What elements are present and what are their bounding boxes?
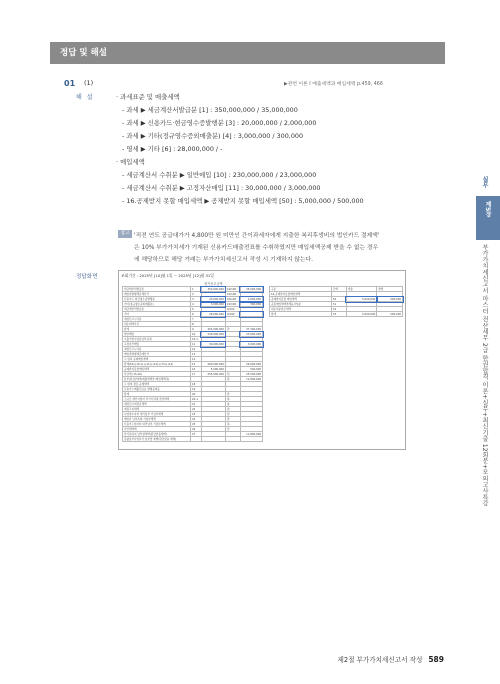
row-label: 차감계 (15-16)	[123, 372, 191, 377]
explanation-line: · 매입세액	[116, 158, 145, 166]
row-code: 27	[190, 432, 201, 437]
row-amount: 230,000,000	[201, 332, 225, 337]
row-tax: 500,000	[377, 297, 403, 302]
row-amount: 255,000,000	[201, 372, 225, 377]
row-code: 18	[190, 382, 201, 387]
row-label: 매입자발행세금계산서	[123, 352, 191, 357]
row-label: 합계	[123, 392, 191, 397]
row-label: 총괄납부사업자가 납부할 세액(환급받을 세액)	[123, 437, 191, 442]
row-code: 4	[190, 302, 201, 307]
section-header-title: 정답 및 해설	[60, 48, 107, 58]
row-rate: ㉵	[225, 412, 240, 417]
row-code: 14	[190, 357, 201, 362]
row-label: 매입자발행세금계산서	[123, 292, 191, 297]
right-header-cell: 금액	[331, 287, 346, 292]
row-tax: 25,500,000	[240, 372, 262, 377]
row-code: 7	[190, 317, 201, 322]
row-label: 공제받지못할매입세액	[123, 367, 191, 372]
footer-section: 제2절 부가가치세신고서 작성	[337, 656, 423, 664]
row-code: 13	[190, 352, 201, 357]
form-period-header: 조회기간 : 2025년 [10]월 1일 ~ 2025년 [12]월 31일	[121, 273, 214, 278]
right-table-row	[270, 312, 403, 317]
row-label: 공통매입세액면세등사업분	[270, 302, 332, 307]
row-label: 세금계산서발급분	[123, 287, 191, 292]
row-tax: 500,000	[240, 367, 262, 372]
row-amount: 5,000,000	[346, 312, 376, 317]
row-rate: ㉷	[225, 422, 240, 427]
answer-screen-label: 정답화면	[76, 274, 98, 280]
row-label: 수출기업수입분납부유예	[123, 337, 191, 342]
row-tax: 35,000,000	[240, 287, 262, 292]
explanation-line: - 과세 ▶ 기타(정규영수증외매출분) [4] : 3,000,000 / 300,000	[122, 132, 304, 140]
row-code: 26	[190, 427, 201, 432]
row-code: 25	[190, 422, 201, 427]
row-label: 고정자산매입	[123, 342, 191, 347]
row-code: 10-1	[190, 337, 201, 342]
tip-line: 은 10% 부가가치세가 기재된 신용카드매출전표를 수취하였지만 매입세액공제 받을 수 없는 경우	[134, 245, 379, 251]
row-label: 16.공제받지못할매입세액	[270, 292, 332, 297]
explanation-label: 해설	[76, 94, 98, 101]
row-code	[190, 437, 201, 442]
tip-line: '직전 연도 공급대가가 4,800만 원 미만인 간이과세자에게 지출한 복리후생비의 법인카드 결제액'	[134, 233, 380, 239]
row-label: 신용카드업자의 대리납부 기납부세액	[123, 422, 191, 427]
row-code: 50	[331, 297, 346, 302]
row-tax: 3,000,000	[240, 342, 262, 347]
row-label: 그 밖의 경감·공제세액	[123, 382, 191, 387]
row-rate: ㉶	[225, 417, 240, 422]
row-rate: ㉮	[225, 327, 240, 332]
row-rate: ㉳	[225, 402, 240, 407]
row-code: 51	[331, 302, 346, 307]
row-label: 일반매입	[123, 332, 191, 337]
row-amount: 30,000,000	[201, 342, 225, 347]
row-code: 19	[190, 387, 201, 392]
row-rate: ㉴	[225, 407, 240, 412]
row-code: 8	[190, 322, 201, 327]
row-label: 대손처분받은세액	[270, 307, 332, 312]
explanation-line: - 영세 ▶ 기타 [6] : 28,000,000 / -	[122, 145, 223, 153]
vat-return-form-screenshot	[118, 270, 406, 450]
row-amount: 3,000,000	[201, 302, 225, 307]
row-code: 17	[190, 372, 201, 377]
row-label: 공제받지못할 매입세액	[270, 297, 332, 302]
side-running-title: 부가가치세신고서 마스터 전산세무 2급 한권합격 이론+실무+최신기출 12회분+모의고사특강	[481, 244, 488, 507]
row-amount	[201, 437, 225, 442]
row-rate: 0/100	[225, 307, 240, 312]
row-label: 기타(정규영수증외매출분)	[123, 302, 191, 307]
page-number: 589	[428, 655, 444, 664]
row-label: 가산세액계	[123, 427, 191, 432]
row-label: 신용카드매출전표등 발행공제등	[123, 387, 191, 392]
row-code: 2	[190, 292, 201, 297]
row-label: 합계	[270, 312, 332, 317]
explanation-line: - 세금계산서 수취분 ▶ 일반매입 [10] : 230,000,000 / 23,000,000	[122, 171, 317, 179]
row-amount: 401,000,000	[201, 327, 225, 332]
row-label: 신용카드·현금영수증발행분	[123, 297, 191, 302]
row-label: 기타	[123, 312, 191, 317]
row-code: 6	[190, 312, 201, 317]
row-rate: ㉰	[225, 377, 240, 382]
row-label: 예정신고누락분	[123, 347, 191, 352]
tip-badge: 참고	[118, 230, 132, 238]
page-footer	[338, 654, 444, 664]
row-code: 15	[190, 362, 201, 367]
row-rate: ㉱	[225, 392, 240, 397]
question-number: 01	[64, 79, 76, 88]
row-tax: 300,000	[240, 302, 262, 307]
right-header-cell: 세율	[346, 287, 376, 292]
explanation-line: - 16.공제받지 못할 매입세액 ▶ 공제받지 못할 매입세액 [50] : 5,000,000 / 500,000	[122, 197, 364, 205]
explanation-line: · 과세표준 및 매출세액	[116, 93, 180, 101]
row-code: 22	[190, 407, 201, 412]
row-label: 그 밖의 공제매입세액	[123, 357, 191, 362]
row-tax: 2,000,000	[240, 297, 262, 302]
right-header-cell: 세액	[377, 287, 403, 292]
row-rate: 10/100	[225, 302, 240, 307]
row-rate: ㉯	[225, 372, 240, 377]
right-header-cell: 구분	[270, 287, 332, 292]
side-tab-chapter	[476, 196, 500, 240]
row-amount: 28,000,000	[201, 312, 225, 317]
row-label: 예정신고미환급세액	[123, 402, 191, 407]
row-rate	[225, 437, 240, 442]
row-code: 20-1	[190, 397, 201, 402]
side-tab-chapter-label: 제5장	[484, 201, 491, 218]
row-label: 합계	[123, 327, 191, 332]
row-label: 세금계산서발급분	[123, 307, 191, 312]
row-code: 1	[190, 287, 201, 292]
row-code: 10	[190, 332, 201, 337]
row-code: 20	[190, 392, 201, 397]
row-amount: 5,000,000	[201, 367, 225, 372]
row-code: 11	[190, 342, 201, 347]
explanation-line: - 과세 ▶ 신용카드·현금영수증발행분 [3] : 20,000,000 / 2,000,000	[122, 119, 317, 127]
row-tax: 23,000,000	[240, 332, 262, 337]
row-code: 24	[190, 417, 201, 422]
row-rate: ㉸	[225, 427, 240, 432]
row-label: 합계(10)-(10-1)+(11)+(12)+(13)+(14)	[123, 362, 191, 367]
vat-left-table	[122, 286, 263, 442]
row-code: 3	[190, 297, 201, 302]
question-sub: (1)	[84, 79, 94, 87]
section-header-band	[50, 42, 445, 64]
row-tax: 37,300,000	[240, 327, 262, 332]
row-label: 예정신고누락분	[123, 317, 191, 322]
row-rate: ㉲	[225, 397, 240, 402]
row-tax: 26,000,000	[240, 362, 262, 367]
row-rate: 0/100	[225, 312, 240, 317]
row-rate: 10/100	[225, 297, 240, 302]
form-subheader: 정기신고금액	[204, 282, 223, 286]
row-tax	[240, 437, 262, 442]
row-code: 12	[190, 347, 201, 352]
row-code: 52	[331, 307, 346, 312]
row-amount: 5,000,000	[346, 297, 376, 302]
row-amount: 260,000,000	[201, 362, 225, 367]
row-rate: 10/100	[225, 292, 240, 297]
row-rate: 10/100	[225, 287, 240, 292]
vat-right-table	[269, 286, 403, 317]
form-row	[123, 437, 263, 442]
row-code: 21	[190, 402, 201, 407]
row-code: 53	[331, 312, 346, 317]
row-code: 5	[190, 307, 201, 312]
theory-reference: ▶관련 이론 I 매출세액과 매입세액 p.459, 466	[284, 82, 383, 87]
row-label: 예정고지세액	[123, 407, 191, 412]
row-tax: 11,800,000	[240, 377, 262, 382]
row-amount: 20,000,000	[201, 297, 225, 302]
row-label: 차가감하여 납부할세액(환급받을세액)	[123, 432, 191, 437]
row-label: 소규모 개인사업자 부가가치세 감면세액	[123, 397, 191, 402]
row-label: 사업양수자의 대리납부 기납부세액	[123, 412, 191, 417]
side-tab-practice-label: 실무	[481, 176, 488, 188]
explanation-line: - 세금계산서 수취분 ▶ 고정자산매입 [11] : 30,000,000 / 3,000,000	[122, 184, 321, 192]
row-code: 9	[190, 327, 201, 332]
row-code: 16	[190, 367, 201, 372]
row-label: 대손세액가감	[123, 322, 191, 327]
row-label: 납부(환급)세액(매출세액㉮-매입세액㉯)	[123, 377, 191, 382]
tip-line: 에 해당하므로 해당 거래는 부가가치세신고서 작성 시 기재하지 않는다.	[134, 257, 313, 263]
explanation-line: - 과세 ▶ 세금계산서발급분 [1] : 350,000,000 / 35,000,000	[122, 106, 298, 114]
row-amount: 350,000,000	[201, 287, 225, 292]
row-code: 23	[190, 412, 201, 417]
row-tax: 500,000	[377, 312, 403, 317]
row-label: 매입자 납부특례 기납부세액	[123, 417, 191, 422]
row-tax: 11,800,000	[240, 432, 262, 437]
